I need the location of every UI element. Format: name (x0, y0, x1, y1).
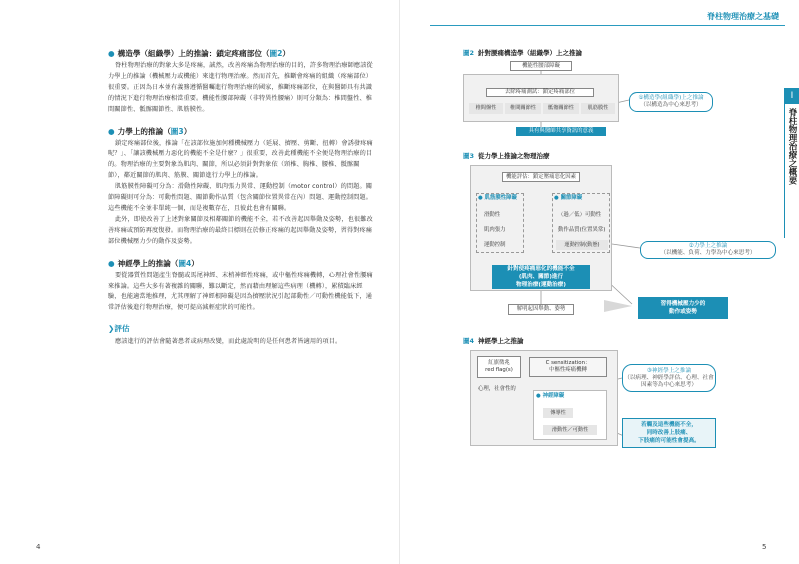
fig4-central-sensitization-box: C sensitization： 中樞性疼痛機轉 (529, 357, 607, 377)
section-body-mechanical-1: 鎖定疼痛部位後，推論「在該部位施加何種機械壓力（延展、擠壓、剪斷、扭轉）會誘發疼痛呢？」、「讓該機械壓力惡化的機能不全是什麼？」很重要，改善此種機能不全便是物理治療的目的。物理治療的主要對象為肌肉、關節，所以必須針對對象依（頸椎、胸椎、腰椎、骶髂關節），鄰近關節的肌肉、筋膜、關節進行力學上的推論。 (108, 139, 373, 180)
fig3-fascia-item: 運動控制 (484, 242, 506, 248)
section-body-mechanical-3: 此外，即使改善了上述對象關節及相鄰關節的機能不全，若不改善起因舉動及姿勢，也很難改善疼痛或預防再度復發。而物理治療的最終目標則在於修正疼痛的起因舉動及姿勢，習得對疼痛部位機械壓力少的動作及姿勢。 (108, 215, 373, 245)
fig3-fascia-item: 肌肉張力 (484, 227, 506, 233)
section-title-neurological: ● 神經學上的推論（圖4） (108, 258, 199, 268)
bullet-icon: ● (108, 258, 115, 268)
fig2-item: 椎間關節性 (505, 103, 541, 114)
page-number-right: 5 (762, 543, 767, 551)
chapter-title-vertical: 脊柱物理治療之概要 (787, 108, 797, 185)
chevron-right-icon: ❯ (108, 324, 115, 334)
fig2-bottom-label: 具有與醫師共享資訊的意義 (516, 127, 606, 136)
fig3-fascia-head: ● 肌筋膜性障礙 (478, 195, 517, 201)
fig4-nerve-item: 滑動性／可動性 (543, 425, 597, 435)
figure-3-title: 圖3 從力學上推論之物理治療 (463, 152, 550, 160)
fig4-result-box: 若觸及這些機能不全， 同時改善上肢痛、 下肢痛的可能性會提高。 (622, 418, 716, 448)
fig3-top-box: 機能評估：鎖定壓痛惡化因素 (502, 172, 580, 182)
fig4-neurological-note: ③神經學上之推論 （以病理、神經學評估、心理、社會因素等為中心來思考） (622, 364, 716, 392)
fig2-structural-note: ①構造學(組織學)上之推論 （以構造為中心來思考） (629, 92, 713, 112)
figure-2-title: 圖2 針對腰痛構造學（組織學）上之推論 (463, 49, 583, 57)
fig3-center-box: 針對使疼痛惡化的機能不全 (肌肉、關節)進行 物理治療(運動治療) (492, 265, 590, 289)
running-header: 脊柱物理治療之基礎 (707, 12, 779, 21)
fig2-group-frame (463, 74, 619, 122)
figure-4-title: 圖4 神經學上之推論 (463, 337, 524, 345)
fig4-nerve-item: 傳導性 (543, 408, 573, 418)
bullet-icon: ● (108, 49, 115, 58)
evaluation-body: 應該進行的評估會隨著患者或病理改變，而此處說明的是任何患者皆適用的項目。 (115, 338, 342, 346)
fig3-mechanical-note: ②力學上之推論 （以機能、負荷、力學為中心來思考） (640, 241, 776, 259)
chapter-number: Ⅰ (785, 88, 799, 104)
page-number-left: 4 (36, 543, 41, 551)
fig3-joint-item: 運動控制(動態) (556, 240, 608, 250)
fig4-red-flag-box: 紅旗徵兆 red flag(s) (477, 356, 521, 378)
section-body-mechanical-2: 肌筋膜性障礙可分為：滑動性障礙、肌肉張力異常、運動控制（motor control）的問題。關節障礙則可分為：可動性問題、關節動作品質（包含關節位置異常在內）問題、運動控制問題。這些機能不全並非單純一個，而是複數存在，且彼此也會有關聯。 (108, 183, 373, 212)
section-title-mechanical: ● 力學上的推論（圖3） (108, 126, 192, 136)
fig2-item: 骶髂關節性 (543, 103, 579, 114)
fig4-psychosocial-label: 心理，社會性的 (478, 386, 516, 392)
fig2-test-box: 去除疼痛測試：鎖定疼痛部位 (486, 88, 594, 97)
bullet-icon: ● (108, 126, 115, 136)
evaluation-title: ❯評估 (108, 324, 130, 334)
fig3-result-box: 習得機械壓力少的 動作或姿勢 (638, 297, 728, 319)
fig2-item: 椎間盤性 (469, 103, 503, 114)
fig3-joint-item: 動作品質(位置異常) (558, 227, 606, 233)
fig2-item: 肌筋膜性 (581, 103, 615, 114)
section-body-neurological: 要從器質性問題產生脊髓或馬尾神經、末梢神經性疼痛，或中樞性疼痛機轉，心理社會性腰痛來推論。這些大多有著複雜的關聯，難以斷定，然而藉由理解這些病理（機轉），累積臨床經驗，也能適當地推理，尤其理解了神經根障礙是因為擠壓狀況引起部動性／可動性機能低下，通常評估後進行物理治療，便可提高減輕症狀的可能性。 (108, 271, 373, 312)
fig3-fascia-item: 滑動性 (484, 212, 501, 218)
fig3-bottom-box: 解明起因舉動、姿勢 (508, 304, 574, 315)
fig3-joint-item: （過／低）可動性 (558, 212, 602, 218)
fig3-joint-head: ● 關節障礙 (554, 195, 583, 201)
fig2-top-box: 機能性腰部障礙 (510, 61, 572, 71)
section-body-structural: 脊柱物理治療的對象大多是疼痛，誠然，改善疼痛為物理治療的目的，許多物理治療師應該從力學上的推論（機械壓力或機能）來進行物理治療。然而首先，推斷會疼痛的組織（疼痛部位）很重要。正因為日本並有義務遵循醫囑進行物理治療的國家，推斷疼痛部位，在與醫師具有共識的情況下進行物理治療相當重要。機能性腰部障礙（非特異性腰痛）則可分類為：椎間盤性、椎間關節性、骶髂關節性、肌筋膜性。 (108, 62, 373, 113)
fig4-nerve-head: ● 神經障礙 (536, 393, 565, 399)
section-title-structural: ● 構造學（組織學）上的推論：鎖定疼痛部位（圖2） (108, 49, 290, 58)
